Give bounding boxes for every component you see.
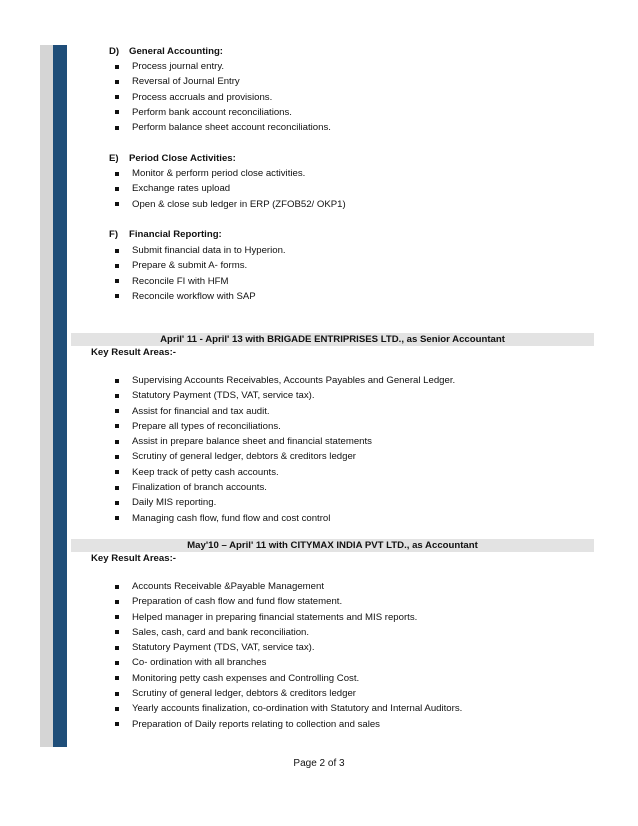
list-item: Perform bank account reconciliations.: [115, 105, 331, 120]
list-item: Supervising Accounts Receivables, Accounts Payables and General Ledger.: [115, 373, 455, 388]
period-close-list: [115, 166, 346, 212]
general-accounting-list: [115, 59, 331, 135]
bullet-square-icon: [115, 707, 119, 711]
list-item: Co- ordination with all branches: [115, 655, 462, 670]
bullet-square-icon: [115, 646, 119, 650]
bullet-square-icon: [115, 65, 119, 69]
bullet-square-icon: [115, 585, 119, 589]
list-item: Scrutiny of general ledger, debtors & creditors ledger: [115, 449, 455, 464]
bullet-square-icon: [115, 249, 119, 253]
list-item: Reversal of Journal Entry: [115, 74, 331, 89]
list-item: Yearly accounts finalization, co-ordination with Statutory and Internal Auditors.: [115, 701, 462, 716]
job-1-responsibilities-list: [115, 373, 455, 526]
bullet-square-icon: [115, 187, 119, 191]
job-title: May'10 – April' 11 with CITYMAX INDIA PVT LTD., as Accountant: [187, 540, 478, 551]
list-item: Monitoring petty cash expenses and Controlling Cost.: [115, 671, 462, 686]
list-item: Sales, cash, card and bank reconciliation.: [115, 625, 462, 640]
section-letter: D): [109, 46, 120, 57]
bullet-square-icon: [115, 486, 119, 490]
list-item: Preparation of Daily reports relating to collection and sales: [115, 717, 462, 732]
section-general-accounting-heading: [109, 46, 223, 57]
bullet-square-icon: [115, 600, 119, 604]
list-item: Process journal entry.: [115, 59, 331, 74]
list-item: Statutory Payment (TDS, VAT, service tax).: [115, 388, 455, 403]
job-title: April' 11 - April' 13 with BRIGADE ENTRIPRISES LTD., as Senior Accountant: [160, 334, 505, 345]
bullet-square-icon: [115, 661, 119, 665]
section-financial-reporting-heading: [109, 229, 222, 240]
section-title: General Accounting:: [129, 46, 223, 57]
section-title: Period Close Activities:: [129, 153, 236, 164]
list-item: Daily MIS reporting.: [115, 495, 455, 510]
list-item: Assist for financial and tax audit.: [115, 404, 455, 419]
bullet-square-icon: [115, 692, 119, 696]
list-item: Monitor & perform period close activities.: [115, 166, 346, 181]
bullet-square-icon: [115, 294, 119, 298]
bullet-square-icon: [115, 279, 119, 283]
bullet-square-icon: [115, 394, 119, 398]
job-2-responsibilities-list: [115, 579, 462, 732]
bullet-square-icon: [115, 202, 119, 206]
list-item: Process accruals and provisions.: [115, 90, 331, 105]
bullet-square-icon: [115, 126, 119, 130]
list-item: Prepare & submit A- forms.: [115, 258, 286, 273]
section-period-close-heading: [109, 153, 236, 164]
section-title: Financial Reporting:: [129, 229, 222, 240]
list-item: Assist in prepare balance sheet and financial statements: [115, 434, 455, 449]
bullet-square-icon: [115, 470, 119, 474]
bullet-square-icon: [115, 615, 119, 619]
list-item: Scrutiny of general ledger, debtors & creditors ledger: [115, 686, 462, 701]
section-letter: F): [109, 229, 119, 240]
list-item: Open & close sub ledger in ERP (ZFOB52/ OKP1): [115, 197, 346, 212]
bullet-square-icon: [115, 95, 119, 99]
bullet-square-icon: [115, 722, 119, 726]
bullet-square-icon: [115, 424, 119, 428]
bullet-square-icon: [115, 676, 119, 680]
sidebar-blue-stripe: [53, 45, 67, 747]
key-result-areas-label: Key Result Areas:-: [91, 553, 176, 564]
bullet-square-icon: [115, 455, 119, 459]
list-item: Finalization of branch accounts.: [115, 480, 455, 495]
bullet-square-icon: [115, 409, 119, 413]
bullet-square-icon: [115, 172, 119, 176]
bullet-square-icon: [115, 379, 119, 383]
list-item: Helped manager in preparing financial statements and MIS reports.: [115, 610, 462, 625]
financial-reporting-list: [115, 243, 286, 304]
bullet-square-icon: [115, 110, 119, 114]
list-item: Statutory Payment (TDS, VAT, service tax).: [115, 640, 462, 655]
list-item: Reconcile workflow with SAP: [115, 289, 286, 304]
bullet-square-icon: [115, 264, 119, 268]
page-number-footer: Page 2 of 3: [293, 758, 345, 769]
list-item: Keep track of petty cash accounts.: [115, 465, 455, 480]
key-result-areas-label: Key Result Areas:-: [91, 347, 176, 358]
list-item: Exchange rates upload: [115, 181, 346, 196]
sidebar-grey-stripe: [40, 45, 53, 747]
bullet-square-icon: [115, 440, 119, 444]
list-item: Submit financial data in to Hyperion.: [115, 243, 286, 258]
bullet-square-icon: [115, 501, 119, 505]
list-item: Prepare all types of reconciliations.: [115, 419, 455, 434]
bullet-square-icon: [115, 80, 119, 84]
list-item: Managing cash flow, fund flow and cost control: [115, 511, 455, 526]
list-item: Reconcile FI with HFM: [115, 274, 286, 289]
list-item: Accounts Receivable &Payable Management: [115, 579, 462, 594]
bullet-square-icon: [115, 630, 119, 634]
bullet-square-icon: [115, 516, 119, 520]
list-item: Perform balance sheet account reconciliations.: [115, 120, 331, 135]
section-letter: E): [109, 153, 119, 164]
list-item: Preparation of cash flow and fund flow statement.: [115, 594, 462, 609]
